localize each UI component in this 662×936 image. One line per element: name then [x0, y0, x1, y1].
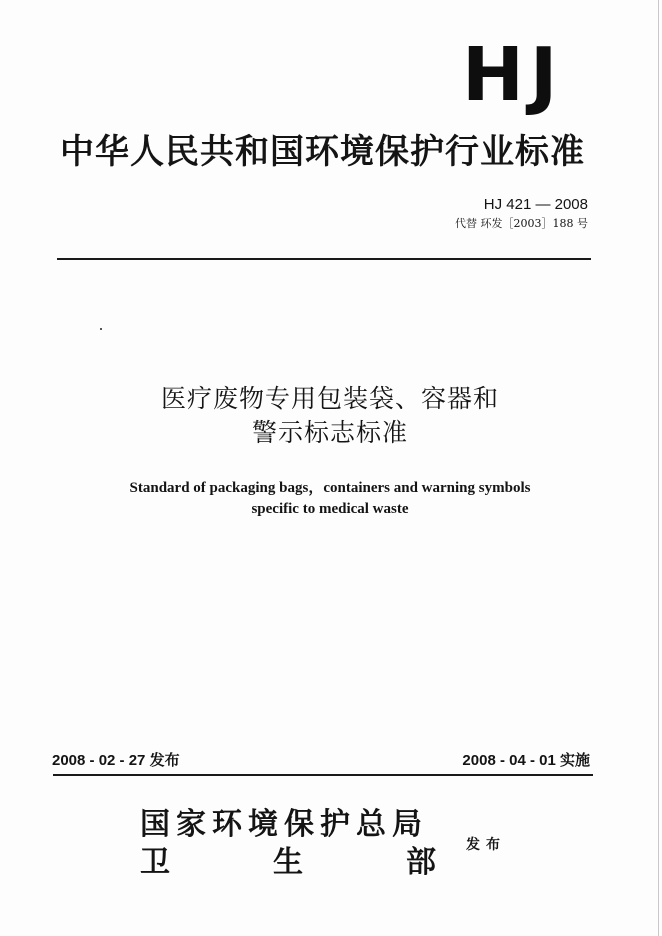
scan-speck — [100, 328, 102, 330]
agency-char-3: 部 — [406, 845, 436, 880]
agency-char-2: 生 — [273, 845, 303, 880]
standard-code: HJ 421 — 2008 — [483, 196, 588, 213]
header-divider — [57, 258, 591, 260]
document-title-zh — [60, 382, 600, 450]
title-zh-line-2: 警示标志标准 — [251, 418, 408, 447]
footer-divider — [53, 774, 593, 776]
standard-category-title: 中华人民共和国环境保护行业标准 — [60, 132, 585, 172]
agency-char-1: 卫 — [140, 845, 170, 880]
agency-sepa: 国家环境保护总局 — [140, 807, 428, 842]
page-edge — [658, 0, 659, 936]
effective-date: 2008 - 04 - 01 实施 — [462, 752, 590, 769]
title-en-line-1: Standard of packaging bags，containers and warning symbols — [129, 480, 531, 496]
title-zh-line-1: 医疗废物专用包装袋、容器和 — [160, 384, 499, 413]
document-title-en — [60, 478, 600, 520]
agency-ministry-of-health — [140, 844, 436, 882]
hj-logo: HJ — [462, 32, 564, 118]
issuing-agencies — [140, 806, 440, 882]
replaces-note: 代替 环发［2003］188 号 — [455, 217, 588, 230]
issue-date: 2008 - 02 - 27 发布 — [52, 752, 180, 769]
title-en-line-2: specific to medical waste — [251, 501, 409, 517]
issue-action: 发布 — [466, 837, 506, 853]
